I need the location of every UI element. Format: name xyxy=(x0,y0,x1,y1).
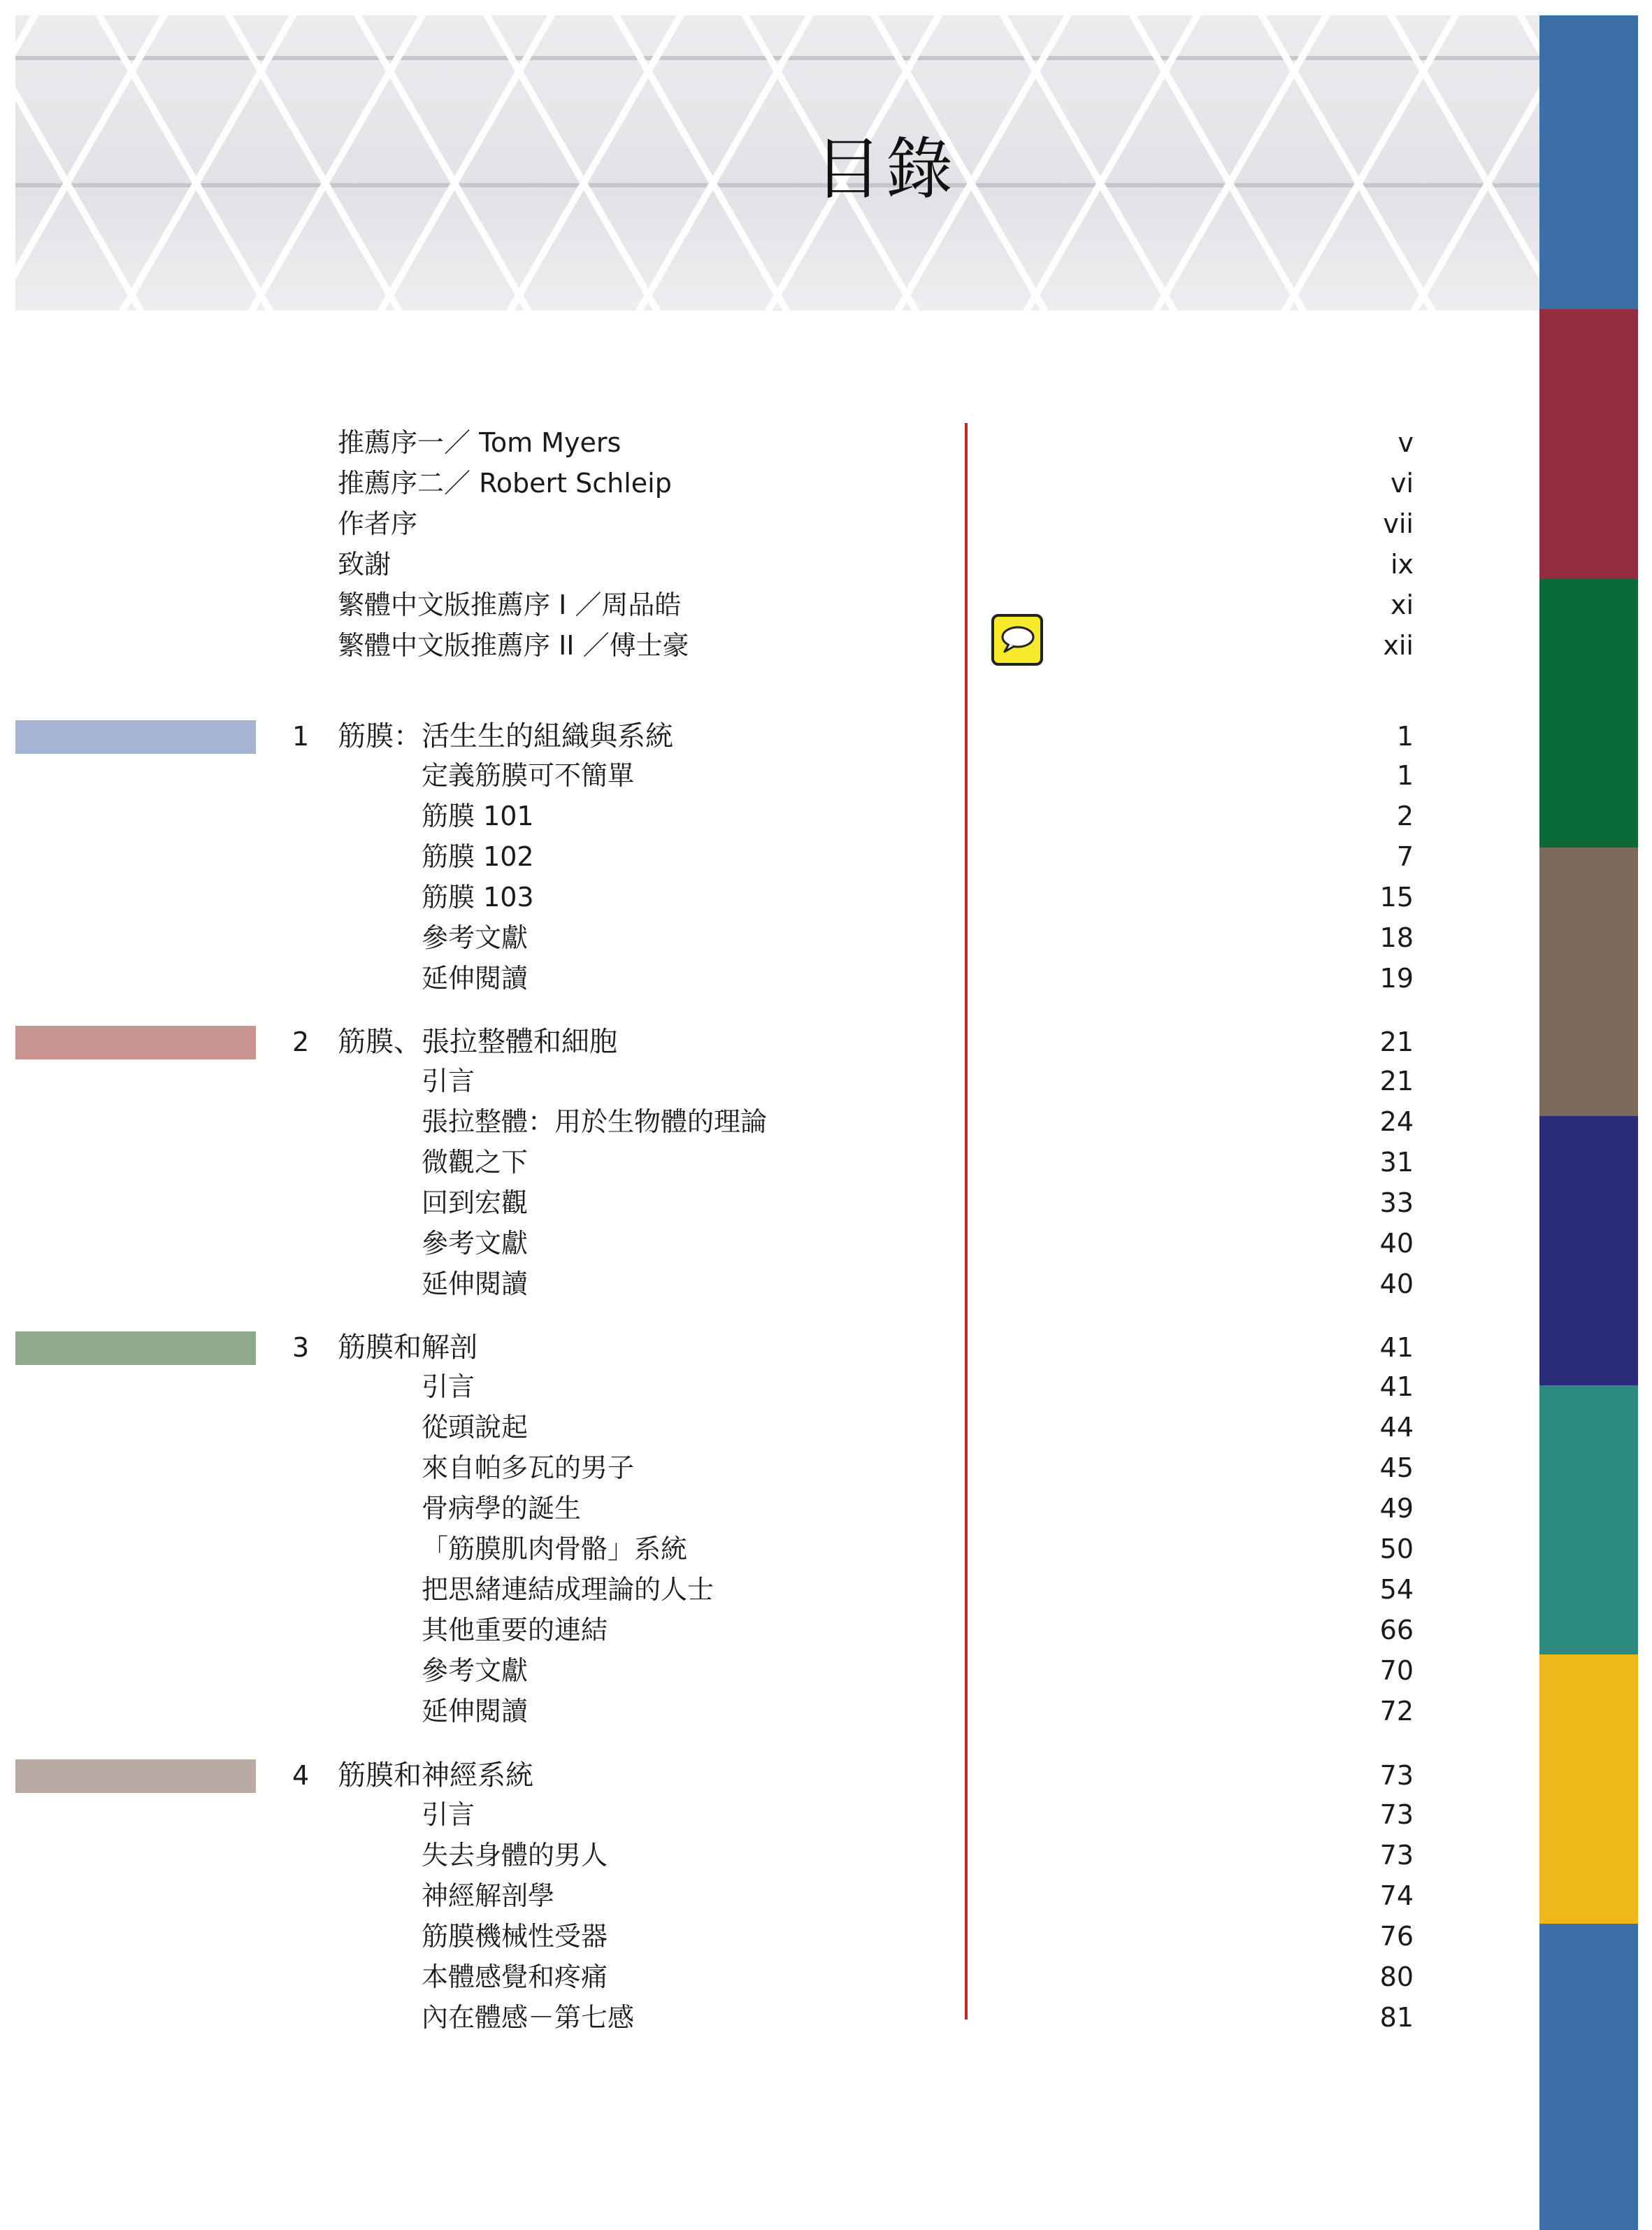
toc-page-number: 73 xyxy=(1379,1799,1414,1830)
thumb-tab-blue-bottom xyxy=(1539,1924,1638,2230)
thumb-tab-maroon xyxy=(1539,309,1638,578)
toc-entry-label: 參考文獻 xyxy=(422,922,529,953)
toc-section-item[interactable] xyxy=(0,836,1468,877)
toc-entry-label: 繁體中文版推薦序 I ／周品皓 xyxy=(338,589,682,620)
toc-entry-label: 引言 xyxy=(422,1371,475,1402)
toc-chapter-heading[interactable] xyxy=(0,1022,1468,1062)
toc-entry-label: 延伸閱讀 xyxy=(422,1696,529,1727)
toc-entry-label: 其他重要的連結 xyxy=(422,1615,608,1645)
toc-entry-label: 繁體中文版推薦序 II ／傅士豪 xyxy=(338,630,689,661)
toc-entry-label: 神經解剖學 xyxy=(422,1880,555,1911)
toc-section-item[interactable] xyxy=(0,1182,1468,1223)
toc-entry-label: 本體感覺和疼痛 xyxy=(422,1961,608,1992)
toc-page-number: 31 xyxy=(1379,1147,1414,1178)
toc-entry-label: 筋膜 103 xyxy=(422,882,534,913)
toc-entry-label: 來自帕多瓦的男子 xyxy=(422,1452,635,1483)
toc-entry-label: 參考文獻 xyxy=(422,1228,529,1259)
toc-entry-label: 延伸閱讀 xyxy=(422,963,529,994)
toc-page-number: 33 xyxy=(1379,1187,1414,1218)
toc-section-item[interactable] xyxy=(0,1407,1468,1448)
chapter-number: 4 xyxy=(292,1760,310,1791)
toc-page-number: 66 xyxy=(1379,1615,1414,1645)
toc-page-number: 41 xyxy=(1379,1371,1414,1402)
toc-entry-label: 參考文獻 xyxy=(422,1655,529,1686)
toc-entry-label: 作者序 xyxy=(338,508,418,539)
toc-page-number: 50 xyxy=(1379,1534,1414,1564)
toc-entry-label: 從頭說起 xyxy=(422,1412,529,1443)
toc-section-item[interactable] xyxy=(0,1610,1468,1650)
toc-page-number: 24 xyxy=(1379,1106,1414,1137)
toc-section-item[interactable] xyxy=(0,1691,1468,1731)
toc-page-number: 70 xyxy=(1379,1655,1414,1686)
chapter-number: 1 xyxy=(292,721,310,752)
toc-page-number: 40 xyxy=(1379,1228,1414,1259)
toc-page-number: 76 xyxy=(1379,1921,1414,1952)
thumb-tab-navy xyxy=(1539,1116,1638,1385)
toc-page-number: 2 xyxy=(1396,801,1414,831)
toc-entry-label: 微觀之下 xyxy=(422,1147,529,1178)
toc-page-number: 74 xyxy=(1379,1880,1414,1911)
toc-entry-label: 引言 xyxy=(422,1066,475,1096)
thumb-tab-brown xyxy=(1539,848,1638,1116)
toc-entry-label: 推薦序一／ Tom Myers xyxy=(338,427,622,458)
toc-page-number: xi xyxy=(1390,589,1414,620)
toc-entry-label: 筋膜 101 xyxy=(422,801,534,831)
toc-front-item[interactable] xyxy=(0,503,1468,544)
toc-entry-label: 推薦序二／ Robert Schleip xyxy=(338,468,672,499)
toc-page-number: 1 xyxy=(1396,721,1414,752)
toc-page-number: 41 xyxy=(1379,1332,1414,1363)
thumb-tab-teal xyxy=(1539,1385,1638,1654)
toc-chapter-heading[interactable] xyxy=(0,1755,1468,1796)
toc-page-number: 45 xyxy=(1379,1452,1414,1483)
toc-section-item[interactable] xyxy=(0,1835,1468,1875)
toc-page-number: vii xyxy=(1383,508,1414,539)
toc-entry-label: 失去身體的男人 xyxy=(422,1840,608,1871)
toc-page-number: 44 xyxy=(1379,1412,1414,1443)
toc-page-number: 49 xyxy=(1379,1493,1414,1524)
toc-page-number: 73 xyxy=(1379,1760,1414,1791)
toc-front-item[interactable] xyxy=(0,544,1468,585)
toc-page-number: 15 xyxy=(1379,882,1414,913)
toc-section-item[interactable] xyxy=(0,1264,1468,1304)
toc-section-item[interactable] xyxy=(0,1366,1468,1407)
toc-entry-label: 致謝 xyxy=(338,549,392,580)
toc-section-item[interactable] xyxy=(0,1650,1468,1691)
toc-section-item[interactable] xyxy=(0,1916,1468,1957)
chapter-number: 2 xyxy=(292,1027,310,1057)
toc-front-item[interactable] xyxy=(0,585,1468,625)
toc-entry-label: 回到宏觀 xyxy=(422,1187,529,1218)
toc-page-number: v xyxy=(1398,427,1414,458)
toc-page-number: 72 xyxy=(1379,1696,1414,1727)
toc-section-item[interactable] xyxy=(0,1569,1468,1610)
toc-entry-label: 筋膜機械性受器 xyxy=(422,1921,608,1952)
toc-page-number: 80 xyxy=(1379,1961,1414,1992)
toc-section-item[interactable] xyxy=(0,1875,1468,1916)
toc-page-number: 21 xyxy=(1379,1027,1414,1057)
toc-section-item[interactable] xyxy=(0,755,1468,796)
toc-page-number: 54 xyxy=(1379,1574,1414,1605)
toc-entry-label: 延伸閱讀 xyxy=(422,1268,529,1299)
toc-page-number: 73 xyxy=(1379,1840,1414,1871)
toc-front-item[interactable] xyxy=(0,422,1468,463)
toc-section-item[interactable] xyxy=(0,1997,1468,2038)
toc-page-number: ix xyxy=(1390,549,1414,580)
toc-entry-label: 骨病學的誕生 xyxy=(422,1493,582,1524)
toc-section-item[interactable] xyxy=(0,1488,1468,1529)
toc-section-item[interactable] xyxy=(0,877,1468,917)
toc-entry-label: 把思緒連結成理論的人士 xyxy=(422,1574,714,1605)
toc-page-number: 1 xyxy=(1396,760,1414,791)
toc-entry-label: 引言 xyxy=(422,1799,475,1830)
toc-entry-label: 「筋膜肌肉骨骼」系統 xyxy=(422,1534,688,1564)
toc-section-item[interactable] xyxy=(0,1061,1468,1101)
toc-front-item[interactable] xyxy=(0,625,1468,666)
toc-page-number: xii xyxy=(1383,630,1414,661)
thumb-tab-green xyxy=(1539,578,1638,848)
chapter-title: 筋膜和解剖 xyxy=(338,1331,477,1364)
toc-entry-label: 內在體感－第七感 xyxy=(422,2002,635,2033)
toc-page-number: 40 xyxy=(1379,1268,1414,1299)
toc-section-item[interactable] xyxy=(0,1223,1468,1264)
toc-section-item[interactable] xyxy=(0,1142,1468,1182)
chapter-title: 筋膜：活生生的組織與系統 xyxy=(338,720,673,752)
chapter-title: 筋膜和神經系統 xyxy=(338,1759,533,1792)
toc-section-item[interactable] xyxy=(0,917,1468,958)
page-title: 目錄 xyxy=(814,130,957,208)
toc-chapter-heading[interactable] xyxy=(0,716,1468,757)
toc-section-item[interactable] xyxy=(0,1529,1468,1569)
chapter-title: 筋膜、張拉整體和細胞 xyxy=(338,1026,617,1058)
toc-page-number: 7 xyxy=(1396,841,1414,872)
toc-section-item[interactable] xyxy=(0,1448,1468,1488)
toc-page-number: 19 xyxy=(1379,963,1414,994)
toc-section-item[interactable] xyxy=(0,1101,1468,1142)
toc-section-item[interactable] xyxy=(0,796,1468,836)
toc-page-number: 18 xyxy=(1379,922,1414,953)
toc-page-number: vi xyxy=(1390,468,1414,499)
toc-section-item[interactable] xyxy=(0,1957,1468,1997)
toc-entry-label: 張拉整體：用於生物體的理論 xyxy=(422,1106,768,1137)
toc-chapter-heading[interactable] xyxy=(0,1327,1468,1368)
toc-page-number: 21 xyxy=(1379,1066,1414,1096)
toc-entry-label: 筋膜 102 xyxy=(422,841,534,872)
header-banner xyxy=(15,15,1539,310)
toc-page-number: 81 xyxy=(1379,2002,1414,2033)
thumb-tab-blue xyxy=(1539,15,1638,309)
toc-section-item[interactable] xyxy=(0,1794,1468,1835)
toc-section-item[interactable] xyxy=(0,958,1468,999)
chapter-number: 3 xyxy=(292,1332,310,1363)
toc-front-item[interactable] xyxy=(0,463,1468,503)
toc-entry-label: 定義筋膜可不簡單 xyxy=(422,760,635,791)
thumb-tab-yellow xyxy=(1539,1654,1638,1924)
